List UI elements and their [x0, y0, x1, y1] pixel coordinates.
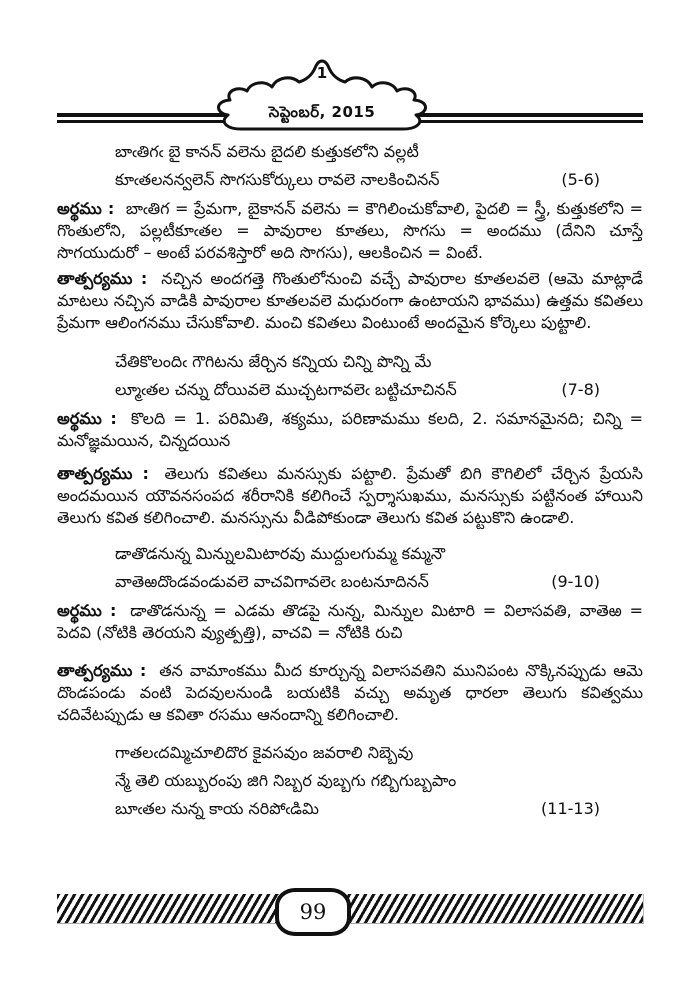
paragraph-text: నచ్చిన అందగత్తె గొంతులోనుంచి వచ్చే పావురాల కూతలవలె (ఆమె మాట్లాడే మాటలు నచ్చిన వాడికి పావురాల కూతలవలె మధురంగా ఉంటాయని భావము) ఉత్తమ కవితలు ప్రేమగా ఆలింగనము చేసుకోవాలి. మంచి కవితలు వింటుంటే అందమైన కోర్కెలు పుట్టాలి. — [57, 269, 643, 332]
verse-line: బాఁతిగఁ బై కానన్ వలెను బైదలి కుత్తుకలోని వల్లటీ — [115, 142, 419, 161]
verse-line-text: వాతెఱదొండవండువలె వాచవిగావలెఁ బంటనూదినన్ — [115, 572, 429, 591]
paragraph-text: డాతొడనున్న = ఎడమ తొడపై నున్న, మిన్నుల మిటారి = విలాసవతి, వాతెఱ = పెదవి (నోటికి తెరయని వ్యుత్పత్తి), వాచవి = నోటికి రుచి — [57, 601, 643, 642]
verse-line: న్మే తెలి యబ్బురంపు జిగి నిబ్బర వుబ్బగు గబ్బిగుబ్బపాం — [115, 771, 457, 790]
paragraph-label: తాత్పర్యము : — [57, 269, 148, 288]
meaning-paragraph-2 — [57, 408, 643, 452]
paragraph-label: అర్థము : — [57, 409, 117, 428]
verse-ref: (7-8) — [561, 380, 600, 399]
meaning-paragraph-3 — [57, 600, 643, 644]
verse-ref: (9-10) — [551, 572, 600, 591]
page-body — [57, 138, 643, 823]
issue-number: 1 — [316, 64, 328, 82]
commentary-paragraph-2 — [57, 463, 643, 529]
verse-5-6 — [57, 138, 643, 194]
verse-line — [115, 166, 643, 194]
page-number-badge — [275, 888, 351, 936]
commentary-paragraph-3 — [57, 660, 643, 726]
paragraph-text: బాఁతిగ = ప్రేమగా, బైకానన్ వలెను = కౌగిలించుకోవాలి, పైదలి = స్త్రీ, కుత్తుకలోని = గొంతులోని, పల్లటీకూఁతల = పావురాల కూతలు, సొగసు = అందము (దేనిని చూస్తే సొగయుదురో – అంటే పరవశిస్తారో అది సొగసు), ఆలకించిన = వింటే. — [57, 199, 643, 262]
verse-line: డాతొడనున్న మిన్నులమిటారవు ముద్దులగుమ్మ కమ్మనౌ — [115, 544, 446, 563]
page-number: 99 — [299, 900, 327, 924]
paragraph-label: అర్థము : — [57, 199, 115, 218]
verse-ref: (5-6) — [561, 170, 600, 189]
verse-line-text: కూఁతలనన్వలెన్ సొగసుకోర్కులు రావలె నాలకించినన్ — [115, 170, 440, 189]
issue-badge — [207, 58, 437, 132]
verse-ref: (11-13) — [541, 799, 600, 818]
paragraph-label: అర్థము : — [57, 601, 117, 620]
verse-line — [115, 568, 643, 596]
verse-line — [115, 376, 643, 404]
paragraph-text: కొలది = 1. పరిమితి, శక్యము, పరిణామము కలది, 2. సమానమైనది; చిన్ని = మనోజ్ఞమయిన, చిన్నదయిన — [57, 409, 643, 450]
verse-line — [115, 795, 643, 823]
verse-line: చేతికొలందిఁ గౌగిటను జేర్చిన కన్నియ చిన్ని పొన్ని మే — [115, 352, 432, 371]
paragraph-label: తాత్పర్యము : — [57, 464, 149, 483]
paragraph-text: తెలుగు కవితలు మనస్సుకు పట్టాలి. ప్రేమతో బిగి కౌగిలిలో చేర్చిన ప్రేయసి అందమయిన యౌవనసంపద శరీరానికి కలిగించే స్పర్శాసుఖము, మనస్సుకు పట్టినంత హాయిని తెలుగు కవిత కలిగించాలి. మనస్సును వీడిపోకుండా తెలుగు కవిత పట్టుకొని ఉండాలి. — [57, 464, 643, 527]
verse-line-text: బూఁతల నున్న కాయ నరిపోఁడిమి — [115, 799, 319, 818]
paragraph-label: తాత్పర్యము : — [57, 661, 147, 680]
verse-7-8 — [57, 348, 643, 404]
commentary-paragraph-1 — [57, 268, 643, 334]
verse-line: గాతలఁదమ్మిచూలిదొర కైవసవుం జవరాలి నిబ్బెవు — [115, 743, 414, 762]
verse-9-10 — [57, 540, 643, 596]
issue-date: సెప్టెంబర్, 2015 — [268, 103, 376, 121]
paragraph-text: తన వామాంకము మీద కూర్చున్న విలాసవతిని మునిపంట నొక్కినప్పుడు ఆమె దొండపండు వంటి పెదవులనుండి బయటికి వచ్చు అమృత ధారలా తెలుగు కవిత్వము చదివేటప్పుడు ఆ కవితా రసము ఆనందాన్ని కలిగించాలి. — [57, 661, 643, 724]
meaning-paragraph-1 — [57, 198, 643, 264]
verse-11-13 — [57, 739, 643, 823]
verse-line-text: ల్మూఁతల చన్ను దోయివలె ముచ్చటగావలెఁ బట్టిచూచినన్ — [115, 380, 457, 399]
